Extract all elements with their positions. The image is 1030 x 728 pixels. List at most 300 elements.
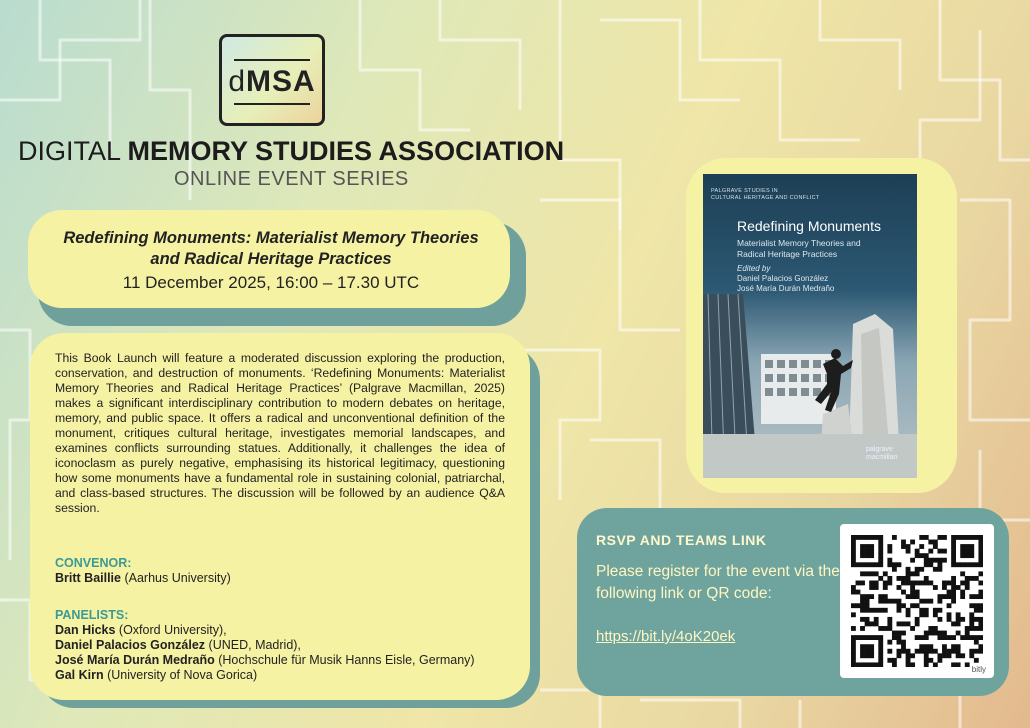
qr-module — [924, 558, 929, 563]
qr-module — [974, 649, 979, 654]
qr-module — [906, 594, 911, 599]
qr-module — [937, 617, 942, 622]
qr-module — [887, 617, 892, 622]
qr-module — [851, 662, 856, 667]
qr-module — [874, 608, 879, 613]
qr-module — [947, 590, 952, 595]
qr-module — [883, 599, 888, 604]
qr-module — [978, 594, 983, 599]
qr-module — [901, 649, 906, 654]
publisher-line: macmillan — [866, 454, 898, 461]
qr-module — [933, 608, 938, 613]
qr-module — [969, 612, 974, 617]
qr-module — [892, 567, 897, 572]
qr-module — [947, 581, 952, 586]
qr-module — [951, 549, 956, 554]
qr-module — [978, 558, 983, 563]
qr-module — [851, 653, 856, 658]
qr-module — [933, 558, 938, 563]
qr-module — [937, 535, 942, 540]
qr-module — [969, 594, 974, 599]
qr-module — [915, 635, 920, 640]
qr-module — [910, 626, 915, 631]
qr-module — [915, 571, 920, 576]
qr-module — [860, 649, 865, 654]
qr-module — [851, 553, 856, 558]
qr-module — [869, 544, 874, 549]
qr-module — [897, 640, 902, 645]
qr-module — [942, 585, 947, 590]
convenor-affiliation: (Aarhus University) — [121, 571, 231, 585]
qr-module — [928, 644, 933, 649]
panelist-name: Gal Kirn — [55, 668, 104, 682]
qr-module — [878, 626, 883, 631]
qr-module — [887, 640, 892, 645]
qr-module — [869, 581, 874, 586]
series-subtitle: ONLINE EVENT SERIES — [174, 168, 409, 190]
qr-module — [883, 581, 888, 586]
publisher-line: palgrave — [866, 446, 893, 453]
title-bold: MEMORY STUDIES ASSOCIATION — [127, 136, 565, 166]
qr-module — [947, 649, 952, 654]
qr-module — [947, 635, 952, 640]
convenor-name: Britt Baillie — [55, 571, 121, 585]
qr-module — [978, 590, 983, 595]
qr-module — [878, 553, 883, 558]
panelist-affiliation: (Hochschule für Musik Hanns Eisle, Germany) — [214, 653, 475, 667]
qr-module — [969, 549, 974, 554]
qr-module — [910, 558, 915, 563]
qr-module — [897, 603, 902, 608]
qr-module — [969, 544, 974, 549]
qr-module — [978, 626, 983, 631]
qr-module — [860, 603, 865, 608]
convenor-label: CONVENOR: — [55, 556, 132, 570]
logo-prefix: d — [228, 65, 246, 98]
qr-module — [865, 544, 870, 549]
qr-module — [960, 544, 965, 549]
qr-caption: bitly — [971, 665, 986, 674]
qr-module — [933, 540, 938, 545]
qr-module — [860, 599, 865, 604]
qr-module — [960, 535, 965, 540]
qr-module — [878, 640, 883, 645]
panelist-affiliation: (University of Nova Gorica) — [103, 668, 258, 682]
qr-module — [969, 576, 974, 581]
qr-module — [924, 635, 929, 640]
qr-module — [860, 581, 865, 586]
qr-module — [851, 658, 856, 663]
qr-module — [892, 535, 897, 540]
qr-module — [937, 549, 942, 554]
qr-module — [951, 544, 956, 549]
qr-module — [947, 603, 952, 608]
panelist-affiliation: (UNED, Madrid), — [205, 638, 301, 652]
qr-module — [969, 562, 974, 567]
qr-module — [978, 549, 983, 554]
qr-module — [892, 631, 897, 636]
qr-module — [951, 553, 956, 558]
qr-module — [869, 635, 874, 640]
qr-module — [878, 608, 883, 613]
qr-module — [865, 644, 870, 649]
qr-module — [956, 644, 961, 649]
qr-module — [933, 626, 938, 631]
qr-module — [901, 590, 906, 595]
qr-module — [910, 590, 915, 595]
qr-module — [915, 649, 920, 654]
qr-module — [851, 558, 856, 563]
qr-module — [951, 540, 956, 545]
qr-module — [851, 635, 856, 640]
panelist-name: Dan Hicks — [55, 623, 116, 637]
qr-module — [856, 562, 861, 567]
qr-module — [865, 549, 870, 554]
qr-module — [860, 535, 865, 540]
qr-module — [937, 558, 942, 563]
qr-module — [969, 653, 974, 658]
qr-module — [928, 658, 933, 663]
qr-module — [910, 540, 915, 545]
qr-module — [851, 640, 856, 645]
registration-link[interactable]: https://bit.ly/4oK20ek — [596, 628, 736, 645]
qr-module — [928, 581, 933, 586]
qr-module — [865, 649, 870, 654]
qr-module — [856, 662, 861, 667]
qr-module — [865, 653, 870, 658]
qr-module — [933, 585, 938, 590]
qr-module — [919, 535, 924, 540]
qr-module — [915, 617, 920, 622]
qr-module — [860, 594, 865, 599]
qr-module — [860, 562, 865, 567]
qr-module — [865, 617, 870, 622]
qr-module — [865, 662, 870, 667]
qr-module — [924, 576, 929, 581]
qr-module — [965, 544, 970, 549]
qr-module — [856, 635, 861, 640]
qr-module — [878, 540, 883, 545]
qr-module — [951, 594, 956, 599]
qr-module — [942, 594, 947, 599]
qr-module — [956, 631, 961, 636]
qr-module — [865, 594, 870, 599]
qr-module — [951, 644, 956, 649]
qr-module — [869, 585, 874, 590]
qr-module — [860, 653, 865, 658]
qr-module — [937, 653, 942, 658]
qr-module — [969, 635, 974, 640]
qr-module — [974, 603, 979, 608]
qr-module — [865, 571, 870, 576]
qr-module — [978, 571, 983, 576]
qr-module — [897, 649, 902, 654]
qr-module — [906, 653, 911, 658]
qr-module — [978, 535, 983, 540]
panelist-affiliation: (Oxford University), — [115, 623, 227, 637]
qr-module — [874, 662, 879, 667]
qr-module — [960, 571, 965, 576]
panelist-name: José María Durán Medraño — [55, 653, 215, 667]
qr-module — [901, 640, 906, 645]
qr-module — [951, 535, 956, 540]
qr-module — [887, 549, 892, 554]
panelist-entry — [55, 623, 475, 638]
qr-module — [928, 562, 933, 567]
qr-module — [951, 562, 956, 567]
qr-module — [878, 662, 883, 667]
qr-module — [860, 544, 865, 549]
qr-module — [915, 581, 920, 586]
qr-module — [874, 585, 879, 590]
qr-module — [919, 608, 924, 613]
qr-module — [924, 553, 929, 558]
qr-module — [937, 599, 942, 604]
qr-module — [956, 653, 961, 658]
qr-module — [960, 553, 965, 558]
qr-module — [951, 621, 956, 626]
qr-module — [851, 549, 856, 554]
qr-module — [951, 581, 956, 586]
qr-module — [851, 603, 856, 608]
qr-module — [887, 649, 892, 654]
panelists-label: PANELISTS: — [55, 608, 129, 622]
qr-module — [915, 594, 920, 599]
qr-module — [951, 635, 956, 640]
qr-module — [978, 644, 983, 649]
qr-module — [874, 621, 879, 626]
qr-module — [851, 644, 856, 649]
qr-module — [860, 662, 865, 667]
qr-module — [924, 653, 929, 658]
qr-module — [969, 535, 974, 540]
qr-module — [860, 644, 865, 649]
qr-module — [865, 603, 870, 608]
qr-module — [869, 562, 874, 567]
qr-module — [924, 658, 929, 663]
qr-module — [901, 621, 906, 626]
qr-module — [974, 535, 979, 540]
qr-module — [965, 626, 970, 631]
qr-module — [878, 594, 883, 599]
qr-module — [919, 567, 924, 572]
qr-module — [965, 549, 970, 554]
qr-module — [915, 549, 920, 554]
qr-module — [860, 617, 865, 622]
qr-module — [951, 599, 956, 604]
qr-module — [865, 553, 870, 558]
qr-module — [865, 535, 870, 540]
qr-module — [856, 590, 861, 595]
qr-module — [937, 567, 942, 572]
qr-module — [933, 631, 938, 636]
qr-module — [924, 649, 929, 654]
rsvp-title: RSVP AND TEAMS LINK — [596, 532, 767, 548]
logo-top-bar — [234, 59, 310, 61]
qr-module — [851, 590, 856, 595]
qr-module — [951, 649, 956, 654]
qr-module — [978, 581, 983, 586]
qr-module — [951, 558, 956, 563]
qr-module — [924, 599, 929, 604]
qr-module — [947, 594, 952, 599]
book-editor: Daniel Palacios González — [737, 274, 829, 283]
qr-module — [978, 562, 983, 567]
qr-module — [942, 581, 947, 586]
qr-module — [869, 649, 874, 654]
qr-module — [956, 617, 961, 622]
qr-module — [901, 631, 906, 636]
qr-module — [860, 608, 865, 613]
qr-module — [974, 658, 979, 663]
qr-module — [887, 626, 892, 631]
qr-module — [906, 662, 911, 667]
qr-module — [883, 571, 888, 576]
qr-module — [942, 631, 947, 636]
qr-module — [969, 603, 974, 608]
qr-module — [965, 553, 970, 558]
qr-module — [978, 540, 983, 545]
qr-module — [892, 599, 897, 604]
qr-module — [924, 608, 929, 613]
qr-module — [974, 617, 979, 622]
logo-bottom-bar — [234, 103, 310, 105]
qr-module — [901, 603, 906, 608]
qr-module — [942, 535, 947, 540]
qr-module — [965, 635, 970, 640]
event-description: This Book Launch will feature a moderated discussion exploring the production, conservation, and destruction of monuments. ‘Redefining Monuments: Materialist Memory Theories and Radical Heritage Practices’ (Palgrave Macmillan, 2025) makes a significant interdisciplinary contribution to modern debates on heritage, memory, and public space. It offers a radical and unconventional definition of the monument, critiques cultural heritage, investigates memorial landscapes, and examines conflicts surrounding statues. Additionally, it challenges the idea of iconoclasm as purely negative, emphasising its historical legitimacy, questioning how some monuments have a fundamental role in sustaining colonial, patriarchal, and class-based structures. The discussion will be followed by an audience Q&A session. — [55, 351, 505, 515]
convenor-entry — [55, 571, 231, 586]
qr-module — [974, 594, 979, 599]
qr-module — [974, 562, 979, 567]
qr-module — [865, 608, 870, 613]
qr-module — [851, 562, 856, 567]
qr-module — [915, 553, 920, 558]
qr-code[interactable] — [840, 524, 994, 678]
book-editors — [737, 264, 834, 294]
qr-module — [874, 617, 879, 622]
qr-module — [969, 649, 974, 654]
qr-module — [878, 544, 883, 549]
qr-module — [910, 581, 915, 586]
qr-module — [851, 544, 856, 549]
qr-module — [878, 535, 883, 540]
qr-module — [897, 576, 902, 581]
book-title: Redefining Monuments — [737, 218, 881, 234]
qr-module — [901, 544, 906, 549]
qr-module — [928, 599, 933, 604]
qr-module — [915, 590, 920, 595]
panelist-name: Daniel Palacios González — [55, 638, 206, 652]
qr-module — [910, 585, 915, 590]
qr-module — [901, 576, 906, 581]
qr-module — [887, 558, 892, 563]
book-cover — [703, 174, 917, 478]
qr-module — [978, 603, 983, 608]
qr-module — [919, 649, 924, 654]
qr-module — [856, 603, 861, 608]
qr-module — [956, 612, 961, 617]
panelist-entry — [55, 653, 475, 668]
qr-module — [869, 571, 874, 576]
qr-module — [869, 621, 874, 626]
qr-module — [969, 621, 974, 626]
qr-module — [878, 649, 883, 654]
qr-module — [937, 594, 942, 599]
qr-module — [906, 576, 911, 581]
qr-module — [851, 649, 856, 654]
title-light: DIGITAL — [18, 136, 128, 166]
qr-module — [865, 599, 870, 604]
qr-module — [897, 635, 902, 640]
qr-module — [869, 662, 874, 667]
qr-module — [942, 635, 947, 640]
qr-module — [937, 562, 942, 567]
qr-module — [851, 626, 856, 631]
qr-module — [960, 590, 965, 595]
qr-module — [910, 603, 915, 608]
qr-module — [974, 608, 979, 613]
dmsa-logo — [219, 34, 325, 126]
qr-module — [960, 581, 965, 586]
qr-module — [878, 599, 883, 604]
qr-module — [974, 635, 979, 640]
book-series — [711, 188, 820, 202]
qr-module — [910, 594, 915, 599]
qr-module — [928, 540, 933, 545]
qr-module — [874, 635, 879, 640]
qr-module — [937, 631, 942, 636]
panelist-entry — [55, 638, 475, 653]
qr-module — [928, 631, 933, 636]
qr-module — [933, 662, 938, 667]
qr-module — [851, 535, 856, 540]
qr-module — [897, 585, 902, 590]
qr-module — [978, 635, 983, 640]
qr-module — [956, 621, 961, 626]
qr-module — [851, 585, 856, 590]
qr-module — [869, 594, 874, 599]
qr-module — [919, 635, 924, 640]
qr-module — [883, 608, 888, 613]
qr-module — [901, 644, 906, 649]
qr-module — [942, 653, 947, 658]
logo-main: MSA — [246, 65, 316, 98]
qr-module — [978, 544, 983, 549]
qr-module — [869, 535, 874, 540]
qr-module — [928, 626, 933, 631]
qr-module — [874, 571, 879, 576]
qr-module — [865, 621, 870, 626]
qr-module — [892, 635, 897, 640]
qr-module — [974, 626, 979, 631]
qr-module — [919, 612, 924, 617]
qr-module — [906, 658, 911, 663]
qr-module — [978, 608, 983, 613]
convenor-section — [55, 556, 231, 586]
qr-module — [933, 612, 938, 617]
qr-module — [869, 644, 874, 649]
qr-module — [965, 576, 970, 581]
rsvp-text: Please register for the event via the following link or QR code: — [596, 563, 840, 602]
publisher-logo — [866, 446, 898, 462]
qr-module — [965, 631, 970, 636]
qr-module — [965, 581, 970, 586]
qr-module — [901, 540, 906, 545]
qr-module — [969, 617, 974, 622]
qr-module — [965, 562, 970, 567]
qr-module — [851, 540, 856, 545]
